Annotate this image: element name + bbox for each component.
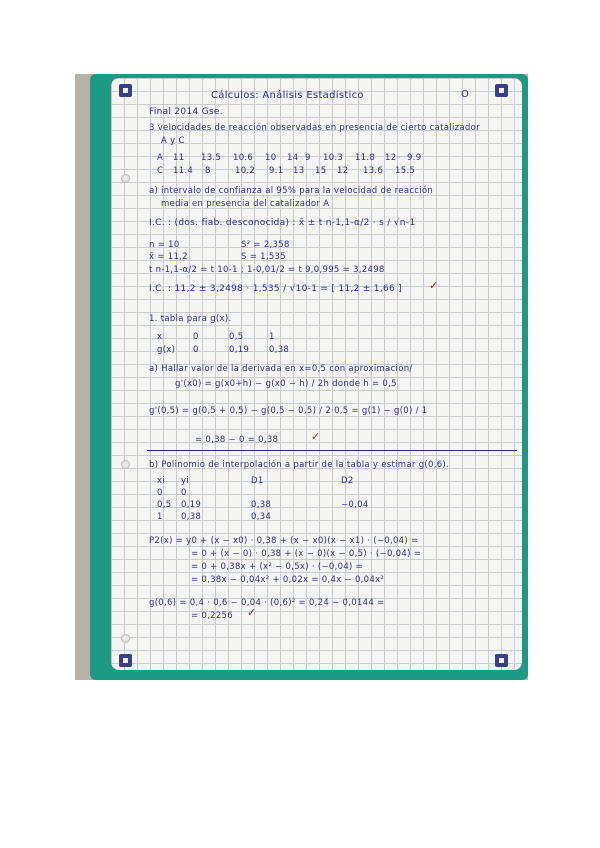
notebook-photo — [75, 74, 528, 680]
binder-hole — [121, 174, 130, 183]
corner-marker-icon — [495, 84, 508, 97]
part-b-text: b) Polinomio de interpolación a partir de la tabla y estimar g(0,6). — [149, 460, 450, 470]
check-mark-icon: ✓ — [429, 279, 439, 292]
part-a-line-2: media en presencia del catalizador A — [161, 199, 330, 209]
stat-mean: x̄ = 11,2 — [149, 252, 188, 262]
binder-hole — [121, 460, 130, 469]
diff-table-header: xi yi D1 D2 — [157, 476, 354, 486]
exam-label: Final 2014 Gse. — [149, 107, 223, 117]
poly-line-2: = 0 + (x − 0) · 0,38 + (x − 0)(x − 0,5) · (−0,04) = — [191, 549, 422, 559]
table-f-intro: 1. tabla para g(x). — [149, 314, 232, 324]
estimate-line: g(0,6) = 0,4 · 0,6 − 0,04 · (0,6)² = 0,24 − 0,0144 = — [149, 598, 385, 608]
poly-line-1: P2(x) = y0 + (x − x0) · 0,38 + (x − x0)(x − x1) · (−0,04) = — [149, 536, 419, 546]
derivative-formula: g'(x0) = g(x0+h) − g(x0 − h) / 2h donde h = 0,5 — [175, 379, 397, 389]
poly-line-3: = 0 + 0,38x + (x² − 0,5x) · (−0,04) = — [191, 562, 364, 572]
check-mark-icon: ✓ — [247, 606, 257, 619]
notebook-cover — [90, 74, 528, 680]
table-f-x-row: x 0 0,5 1 — [157, 332, 275, 342]
derivative-result: = 0,38 − 0 = 0,38 — [195, 435, 279, 445]
diff-table-row: 1 0,38 0,34 — [157, 512, 272, 522]
data-row-c: C 11.4 8 10.2 9.1 13 15 12 13.6 15.5 — [157, 166, 416, 176]
problem-line-1: 3 velocidades de reacción observadas en presencia de cierto catalizador — [149, 123, 480, 133]
ic-formula: I.C. : (dos. fiab. desconocida) : x̄ ± t n-1,1-α/2 · s / √n-1 — [149, 218, 416, 228]
part-a2-text: a) Hallar valor de la derivada en x=0,5 con aproximación/ — [149, 364, 413, 374]
check-mark-icon: ✓ — [311, 430, 321, 443]
poly-line-4: = 0,38x − 0,04x² + 0,02x = 0,4x − 0,04x² — [191, 575, 385, 585]
corner-marker-icon — [495, 654, 508, 667]
stat-s: S = 1,535 — [241, 252, 286, 262]
table-f-f-row: g(x) 0 0,19 0,38 — [157, 345, 290, 355]
derivative-eval: g'(0,5) = g(0,5 + 0,5) − g(0,5 − 0,5) / 2·0,5 = g(1) − g(0) / 1 — [149, 406, 428, 416]
data-row-a: A 11 13.5 10.6 10 14 9 10.3 11.8 12 9.9 — [157, 153, 422, 163]
binder-hole — [121, 634, 130, 643]
ic-result: I.C. : 11,2 ± 3,2498 · 1,535 / √10-1 = [ 11,2 ± 1,66 ] — [149, 284, 403, 294]
diff-table-row: 0,5 0,19 0,38 −0,04 — [157, 500, 369, 510]
diff-table-row: 0 0 — [157, 488, 187, 498]
page-marker: O — [461, 89, 470, 100]
stat-t: t n-1,1-α/2 = t 10-1 ; 1-0,01/2 = t 9,0,995 = 3,2498 — [149, 265, 385, 275]
page-title: Cálculos: Análisis Estadístico — [211, 90, 364, 101]
stat-n: n = 10 — [149, 240, 180, 250]
corner-marker-icon — [119, 84, 132, 97]
part-a-line-1: a) intervalo de confianza al 95% para la velocidad de reacción — [149, 186, 434, 196]
stat-s2: S² = 2,358 — [241, 240, 290, 250]
corner-marker-icon — [119, 654, 132, 667]
problem-line-2: A y C — [161, 136, 185, 146]
grid-paper — [111, 78, 522, 670]
estimate-result: = 0,2256 — [191, 611, 233, 621]
section-divider — [147, 450, 517, 451]
